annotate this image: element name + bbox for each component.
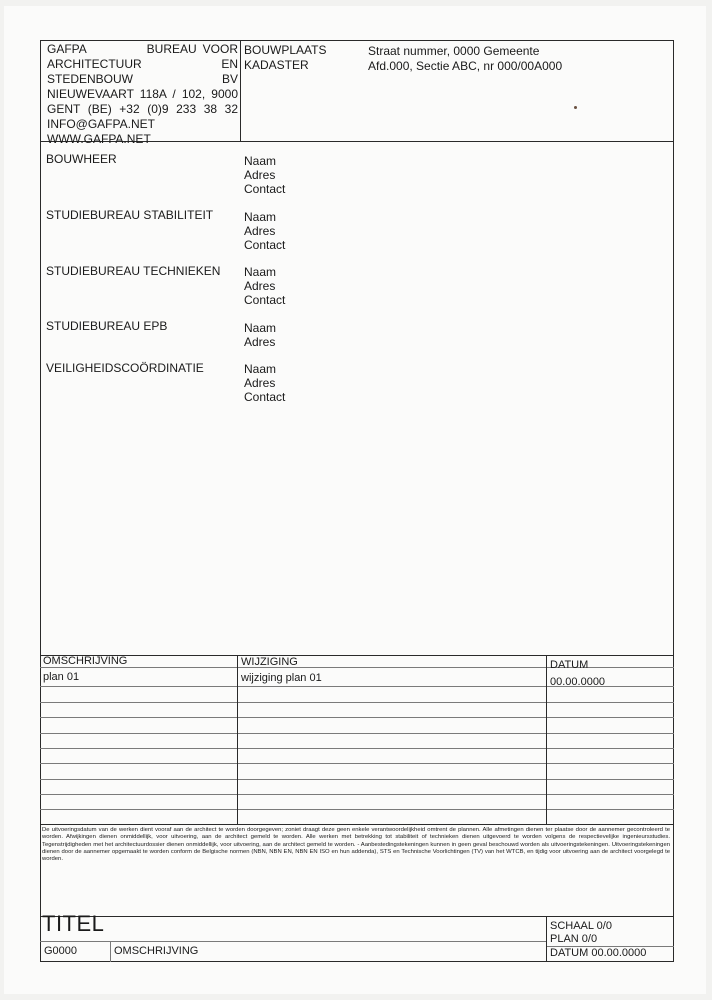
- party-address: Adres: [244, 168, 276, 182]
- drawing-code: G0000: [44, 945, 78, 957]
- party-contact: Contact: [244, 182, 286, 196]
- party-name: Naam: [244, 210, 277, 224]
- col-header-omschrijving: OMSCHRIJVING: [43, 655, 128, 667]
- disclaimer-text: De uitvoeringsdatum van de werken dient vooraf aan de architect te worden doorgegeven; zoniet draagt deze geen enkele verantwoordelijkheid omtrent de plannen. Alle afmetingen dienen ter plaatse door de aannemer gecontroleerd te worden. Afwijkingen dienen onmiddellijk, voor uitvoering, aan de architect gemeld te worden. Alle werken met betrekking tot stabiliteit of technieken dienen uitgevoerd te worden volgens de respectievelijke ingenieursstudies. Tegenstrijdigheden met het architectuurdossier dienen onmiddellijk, voor uitvoering, aan de architect gemeld te worden. - Aanbestedingstekeningen kunnen in geen geval beschouwd worden als uitvoeringstekeningen. Uitvoeringstekeningen dienen door de aannemer opgemaakt te worden conform de Belgische normen (NBN, NBN EN, NBN EN ISO en hun addenda), STS en Technische Voorlichtingen (TV) van het WTCB, en tijdig voor uitvoering aan de architect voorgelegd te worden.: [42, 827, 670, 863]
- party-name: Naam: [244, 362, 277, 376]
- party-label-stabiliteit: STUDIEBUREAU STABILITEIT: [46, 208, 214, 222]
- site-value-cadastre: Afd.000, Sectie ABC, nr 000/00A000: [368, 59, 563, 73]
- party-name: Naam: [244, 154, 277, 168]
- table-row-rule: [40, 809, 674, 810]
- drawing-description: OMSCHRIJVING: [114, 945, 199, 957]
- party-contact: Contact: [244, 238, 286, 252]
- party-label-epb: STUDIEBUREAU EPB: [46, 319, 168, 333]
- revision-description: plan 01: [43, 671, 80, 683]
- date-label: DATUM 00.00.0000: [550, 947, 647, 959]
- table-col-divider: [237, 655, 238, 824]
- party-contact-technieken: [244, 265, 285, 307]
- site-value-address: Straat nummer, 0000 Gemeente: [368, 44, 540, 58]
- scale-label: SCHAAL 0/0: [550, 920, 612, 932]
- party-label-technieken: STUDIEBUREAU TECHNIEKEN: [46, 264, 221, 278]
- table-row-rule: [40, 717, 674, 718]
- firm-name: GAFPA: [47, 42, 87, 56]
- party-address: Adres: [244, 224, 276, 238]
- party-contact: Contact: [244, 390, 286, 404]
- title-block-meta: [550, 920, 646, 960]
- table-row-rule: [40, 748, 674, 749]
- table-row-rule: [40, 702, 674, 703]
- firm-address: BUREAU VOOR ARCHITECTUUR EN STEDENBOUW BV NIEUWEVAART 118A / 102, 9000 GENT (BE) +32 (0)9 233 38 32 INFO@GAFPA.NET WWW.GAFPA.NET: [47, 42, 239, 146]
- table-row-rule: [40, 779, 674, 780]
- revision-date: 00.00.0000: [550, 676, 606, 688]
- party-label-bouwheer: BOUWHEER: [46, 152, 117, 166]
- col-header-datum: DATUM: [550, 659, 589, 671]
- site-labels: [244, 43, 326, 73]
- table-row-rule: [40, 763, 674, 764]
- party-contact-bouwheer: [244, 154, 285, 196]
- table-top-rule: [40, 655, 674, 656]
- party-contact-epb: [244, 321, 276, 349]
- header-divider-firm: [240, 40, 241, 142]
- table-row-rule: [40, 733, 674, 734]
- drawing-title: TITEL: [42, 911, 105, 936]
- party-contact-veiligheid: [244, 362, 285, 404]
- party-name: Naam: [244, 321, 277, 335]
- col-header-wijziging: WIJZIGING: [241, 656, 298, 668]
- site-values: [368, 44, 562, 74]
- party-contact-stabiliteit: [244, 210, 285, 252]
- plan-number: PLAN 0/0: [550, 933, 598, 945]
- paper-speck: [574, 106, 577, 109]
- revision-change: wijziging plan 01: [241, 672, 322, 684]
- table-row-rule: [40, 794, 674, 795]
- title-block-top-rule: [40, 916, 674, 917]
- party-address: Adres: [244, 279, 276, 293]
- party-address: Adres: [244, 335, 276, 349]
- table-bottom-rule: [40, 824, 674, 825]
- title-block-code-divider: [110, 941, 111, 962]
- site-label-kadaster: KADASTER: [244, 58, 309, 72]
- party-label-veiligheid: VEILIGHEIDSCOÖRDINATIE: [46, 361, 204, 375]
- party-name: Naam: [244, 265, 277, 279]
- firm-info: [47, 42, 238, 147]
- table-col-divider: [546, 655, 547, 824]
- site-label-bouwplaats: BOUWPLAATS: [244, 43, 327, 57]
- party-address: Adres: [244, 376, 276, 390]
- party-contact: Contact: [244, 293, 286, 307]
- title-block-mid-rule: [40, 941, 546, 942]
- title-block-divider: [546, 916, 547, 962]
